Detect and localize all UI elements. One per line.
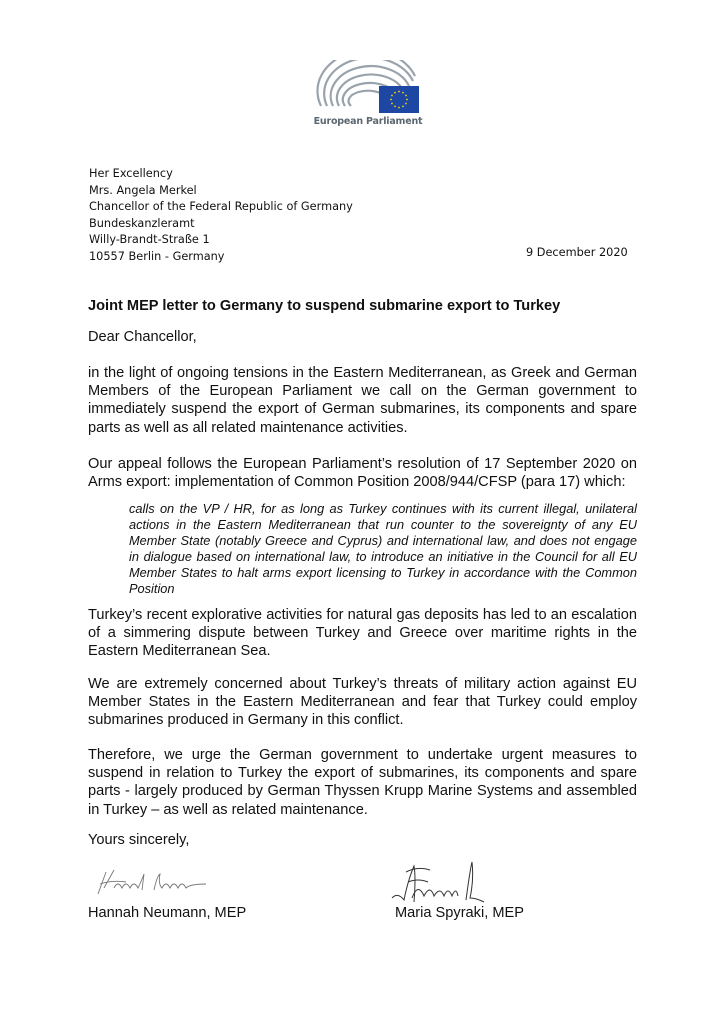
paragraph-5: Therefore, we urge the German government to undertake urgent measures to suspend in relation to Turkey the export of submarines, its components and spare parts - largely produced by German Thyssen Krupp Marine Systems and assembled in Turkey – as well as related maintenance.: [88, 747, 637, 818]
resolution-quote: calls on the VP / HR, for as long as Turkey continues with its current illegal, unilateral actions in the Eastern Mediterranean that run counter to the sovereignty of any EU Member State (notably Greece and Cyprus) and international law, and does not engage in dialogue based on international law, to introduce an initiative in the Council for all EU Member States to halt arms export licensing to Turkey in accordance with the Common Position: [129, 501, 637, 596]
logo-text: European Parliament: [313, 116, 423, 127]
paragraph-2: Our appeal follows the European Parliament’s resolution of 17 September 2020 on Arms export: implementation of Common Position 2008/944/CFSP (para 17) which:: [88, 456, 637, 491]
european-parliament-logo: [313, 60, 423, 132]
signatory-name: Hannah Neumann, MEP: [88, 905, 247, 921]
address-line: Her Excellency: [89, 167, 173, 180]
address-line: Willy-Brandt-Straße 1: [89, 233, 210, 247]
signature-spyraki-icon: [388, 858, 488, 910]
address-line: Bundeskanzleramt: [89, 216, 195, 230]
paragraph-3: Turkey’s recent explorative activities for natural gas deposits has led to an escalation of a simmering dispute between Turkey and Greece over maritime rights in the Eastern Mediterranean Sea.: [88, 607, 637, 660]
paragraph-1: in the light of ongoing tensions in the Eastern Mediterranean, as Greek and German Members of the European Parliament we call on the German government to immediately suspend the export of German submarines, its components and spare parts as well as all related maintenance activities.: [88, 365, 637, 436]
recipient-address: [89, 166, 353, 266]
paragraph-4: We are extremely concerned about Turkey’s threats of military action against EU Member States in the Eastern Mediterranean and fear that Turkey could employ submarines produced in Germany in this conflict.: [88, 676, 637, 729]
address-line: Mrs. Angela Merkel: [89, 183, 197, 197]
salutation: Dear Chancellor,: [88, 329, 197, 345]
letter-subject: Joint MEP letter to Germany to suspend submarine export to Turkey: [88, 298, 561, 314]
address-line: 10557 Berlin - Germany: [89, 249, 225, 263]
eu-flag-icon: [379, 86, 419, 113]
address-line: Chancellor of the Federal Republic of Germany: [89, 200, 353, 214]
signatory-name: Maria Spyraki, MEP: [395, 905, 524, 921]
letter-date: 9 December 2020: [526, 246, 628, 259]
signature-neumann-icon: [92, 862, 207, 902]
closing: Yours sincerely,: [88, 832, 190, 848]
